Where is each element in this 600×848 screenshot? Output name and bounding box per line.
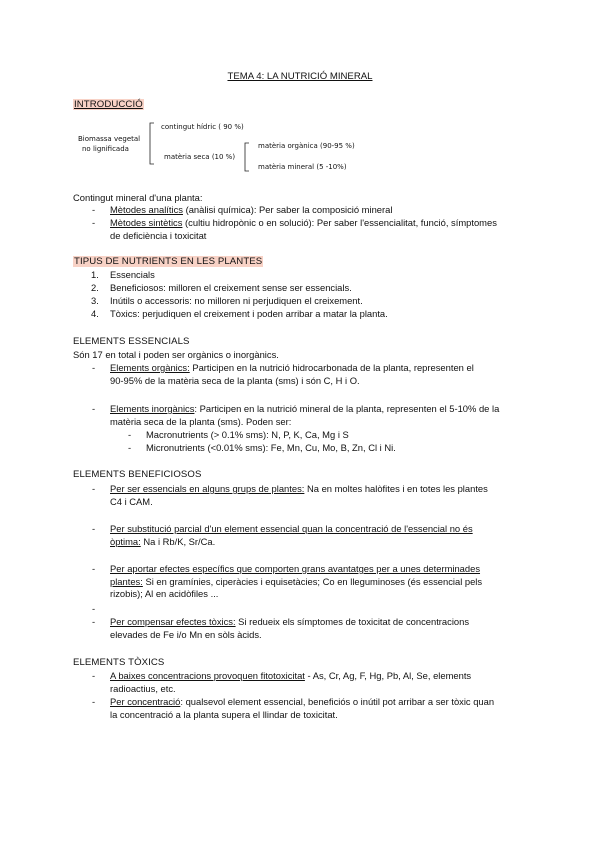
- intro-heading-text: INTRODUCCIÓ: [74, 99, 143, 110]
- dash: -: [128, 442, 132, 453]
- beneficial-item-1: Per ser essencials en alguns grups de plantes: Na en moltes halòfites i en totes les plantes C4 i CAM.: [110, 483, 488, 507]
- diagram-dry-matter: matèria seca (10 %): [164, 153, 236, 161]
- toxic-item-2: Per concentració: qualsevol element essencial, beneficiós o inútil pot arribar a ser tòxic quan la concentració a la planta supera el llindar de toxicitat.: [110, 696, 495, 720]
- type-item-useless: Inútils o accessoris: no milloren ni perjudiquen el creixement.: [110, 295, 363, 306]
- types-heading-text: TIPUS DE NUTRIENTS EN LES PLANTES: [74, 256, 263, 267]
- diagram-mineral-matter: matèria mineral (5 -10%): [258, 163, 347, 171]
- beneficial-item-3: Per aportar efectes específics que comporten grans avantatges per a unes determinades plantes: Si en gramínies, ciperàcies i equisetàcies; Co en lleguminoses (és essencial pels rizobis); Al en acidòfiles ...: [110, 563, 483, 600]
- macronutrients: Macronutrients (> 0.1% sms): N, P, K, Ca, Mg i S: [146, 429, 349, 440]
- essential-organic: Elements orgànics: Participen en la nutrició hidrocarbonada de la planta, representen el 90-95% de la matèria seca de la planta (sms) i són C, H i O.: [110, 362, 474, 386]
- dash: -: [92, 616, 96, 627]
- diagram-organic-matter: matèria orgànica (90-95 %): [258, 142, 355, 150]
- list-number: 3.: [91, 295, 99, 306]
- section-heading-essential: ELEMENTS ESSENCIALS: [73, 336, 190, 347]
- list-number: 2.: [91, 282, 99, 293]
- diagram-water-content: contingut hídric ( 90 %): [161, 123, 244, 131]
- dash: -: [92, 563, 96, 574]
- dash: -: [92, 204, 96, 215]
- diagram-root-line2: no lignificada: [82, 145, 129, 153]
- list-number: 1.: [91, 269, 99, 280]
- beneficial-item-4: Per compensar efectes tòxics: Si redueix els símptomes de toxicitat de concentracions elevades de Fe i/o Mn en sòls àcids.: [110, 616, 470, 640]
- dash: -: [128, 429, 132, 440]
- toxic-item-1: A baixes concentracions provoquen fitotoxicitat - As, Cr, Ag, F, Hg, Pb, Al, Se, elements radioactius, etc.: [110, 670, 472, 694]
- dash: -: [92, 483, 96, 494]
- dash: -: [92, 696, 96, 707]
- list-number: 4.: [91, 308, 99, 319]
- section-heading-types: [73, 256, 263, 267]
- method-analytic: Mètodes analítics (anàlisi química): Per saber la composició mineral: [110, 204, 393, 215]
- micronutrients: Micronutrients (<0.01% sms): Fe, Mn, Cu, Mo, B, Zn, Cl i Ni.: [146, 442, 396, 453]
- method-synthetic: Mètodes sintètics (cultiu hidropònic o en solució): Per saber l'essencialitat, funció, símptomes de deficiència i toxicitat: [110, 217, 497, 241]
- section-heading-intro: [73, 99, 144, 110]
- biomass-diagram: [70, 116, 370, 176]
- mineral-content-label: Contingut mineral d'una planta:: [73, 192, 203, 203]
- page-title: TEMA 4: LA NUTRICIÓ MINERAL: [227, 71, 373, 82]
- type-item-essential: Essencials: [110, 269, 155, 280]
- dash: -: [92, 603, 96, 614]
- beneficial-item-2: Per substitució parcial d'un element essencial quan la concentració de l'essencial no és òptima: Na i Rb/K, Sr/Ca.: [110, 523, 473, 547]
- dash: -: [92, 403, 96, 414]
- essential-intro: Són 17 en total i poden ser orgànics o inorgànics.: [73, 349, 279, 360]
- type-item-toxic: Tòxics: perjudiquen el creixement i poden arribar a matar la planta.: [110, 308, 388, 319]
- dash: -: [92, 523, 96, 534]
- diagram-root-line1: Biomassa vegetal: [78, 135, 141, 143]
- type-item-beneficial: Beneficiosos: milloren el creixement sense ser essencials.: [110, 282, 352, 293]
- essential-inorganic: Elements inorgànics: Participen en la nutrició mineral de la planta, representen el 5-10% de la matèria seca de la planta (sms). Poden ser:: [110, 403, 500, 427]
- dash: -: [92, 670, 96, 681]
- section-heading-beneficial: ELEMENTS BENEFICIOSOS: [73, 469, 202, 480]
- dash: -: [92, 362, 96, 373]
- section-heading-toxic: ELEMENTS TÒXICS: [73, 657, 165, 668]
- dash: -: [92, 217, 96, 228]
